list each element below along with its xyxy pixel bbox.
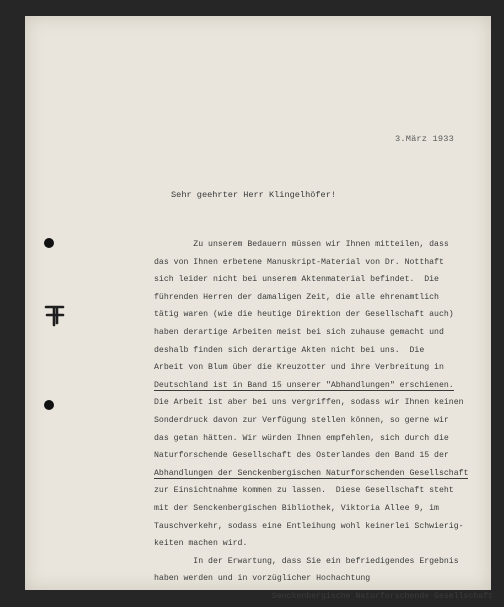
body-line: das von Ihnen erbetene Manuskript-Material von Dr. Notthaft [154,257,444,267]
letter-body [154,236,493,605]
letter-date: 3.März 1933 [395,134,454,144]
punch-hole-bottom [44,400,54,410]
margin-mark-icon [43,303,67,327]
body-line: zur Einsichtnahme kommen zu lassen. Diese Gesellschaft steht [154,486,454,496]
punch-hole-top [44,238,54,248]
body-line: sich leider nicht bei unserem Aktenmaterial befindet. Die [154,275,439,285]
body-line: mit der Senckenbergischen Bibliothek, Viktoria Allee 9, im [154,503,439,513]
body-line: deshalb finden sich derartige Akten nicht bei uns. Die [154,345,425,355]
body-line: Zu unserem Bedauern müssen wir Ihnen mitteilen, dass [154,240,449,249]
letter-salutation: Sehr geehrter Herr Klingelhöfer! [171,190,337,200]
body-line: Abhandlungen der Senckenbergischen Naturforschenden Gesellschaft [154,468,469,478]
body-line: Tauschverkehr, sodass eine Entleihung wohl keinerlei Schwierig- [154,521,464,531]
body-line: Arbeit von Blum über die Kreuzotter und ihre Verbreitung in [154,363,444,373]
body-line: tätig waren (wie die heutige Direktion der Gesellschaft auch) [154,310,454,320]
letter-sheet [25,16,494,601]
body-line: In der Erwartung, dass Sie ein befriedigendes Ergebnis [154,556,459,566]
body-line: haben derartige Arbeiten meist bei sich zuhause gemacht und [154,327,444,337]
body-line: führenden Herren der damaligen Zeit, die alle ehrenamtlich [154,292,439,302]
body-line: keiten machen wird. [154,539,248,549]
body-line: Naturforschende Gesellschaft des Osterlandes den Band 15 der [154,451,449,461]
body-line: das getan hätten. Wir würden Ihnen empfehlen, sich durch die [154,433,449,443]
body-line: Senckenbergische Naturforschende Gesellschaft [154,591,494,601]
body-line: Sonderdruck davon zur Verfügung stellen können, so gerne wir [154,415,449,425]
body-line: Deutschland ist in Band 15 unserer "Abhandlungen" erschienen. [154,380,454,390]
body-line: haben werden und in vorzüglicher Hochachtung [154,574,371,584]
body-line: Die Arbeit ist aber bei uns vergriffen, sodass wir Ihnen keinen [154,398,464,408]
